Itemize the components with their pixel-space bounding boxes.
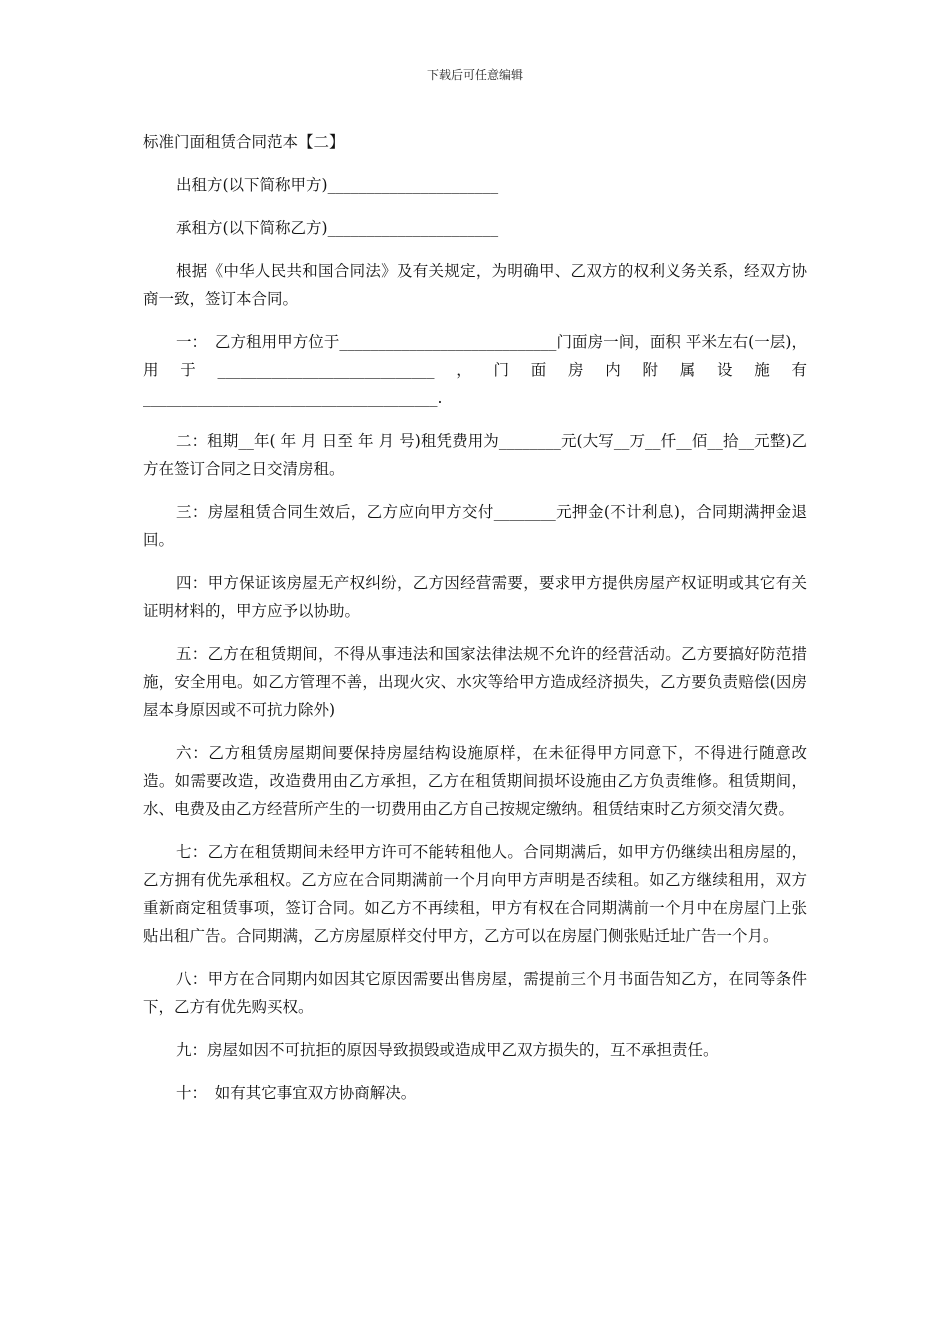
clause-7: 七：乙方在租赁期间未经甲方许可不能转租他人。合同期满后，如甲方仍继续出租房屋的，乙方拥有优先承租权。乙方应在合同期满前一个月向甲方声明是否续租。如乙方继续租用，双方重新商定租赁事项，签订合同。如乙方不再续租，甲方有权在合同期满前一个月中在房屋门上张贴出租广告。合同期满，乙方房屋原样交付甲方，乙方可以在房屋门侧张贴迁址广告一个月。 [143, 843, 807, 945]
paragraph-lessee: 承租方(以下简称乙方)______________________ [176, 219, 499, 237]
clause-3: 三：房屋租赁合同生效后，乙方应向甲方交付________元押金(不计利息)，合同期满押金退回。 [143, 503, 807, 549]
clause-5: 五：乙方在租赁期间，不得从事违法和国家法律法规不允许的经营活动。乙方要搞好防范措施，安全用电。如乙方管理不善，出现火灾、水灾等给甲方造成经济损失，乙方要负责赔偿(因房屋本身原因或不可抗力除外) [143, 645, 807, 719]
clause-9: 九：房屋如因不可抗拒的原因导致损毁或造成甲乙双方损失的，互不承担责任。 [176, 1041, 719, 1059]
clause-4: 四：甲方保证该房屋无产权纠纷，乙方因经营需要，要求甲方提供房屋产权证明或其它有关证明材料的，甲方应予以协助。 [143, 574, 807, 620]
header-note: 下载后可任意编辑 [426, 68, 523, 82]
clause-6: 六：乙方租赁房屋期间要保持房屋结构设施原样，在未征得甲方同意下，不得进行随意改造。如需要改造，改造费用由乙方承担，乙方在租赁期间损坏设施由乙方负责维修。租赁期间，水、电费及由乙方经营所产生的一切费用由乙方自己按规定缴纳。租赁结束时乙方须交清欠费。 [143, 744, 807, 818]
clause-8: 八：甲方在合同期内如因其它原因需要出售房屋，需提前三个月书面告知乙方，在同等条件下，乙方有优先购买权。 [143, 970, 807, 1016]
paragraph-preamble: 根据《中华人民共和国合同法》及有关规定，为明确甲、乙双方的权利义务关系，经双方协商一致，签订本合同。 [143, 262, 807, 308]
clause-2: 二：租期__年( 年 月 日至 年 月 号)租凭费用为________元(大写__万__仟__佰__拾__元整)乙方在签订合同之日交清房租。 [143, 432, 807, 478]
document-title: 标准门面租赁合同范本【二】 [143, 133, 345, 151]
clause-10: 十： 如有其它事宜双方协商解决。 [176, 1084, 417, 1102]
clause-1: 一： 乙方租用甲方位于____________________________门面房一间，面积 平米左右(一层)，用于____________________________，门面房内附属设施有______________________________________. [143, 333, 807, 407]
paragraph-lessor: 出租方(以下简称甲方)______________________ [176, 176, 499, 194]
document-body [143, 128, 807, 1122]
